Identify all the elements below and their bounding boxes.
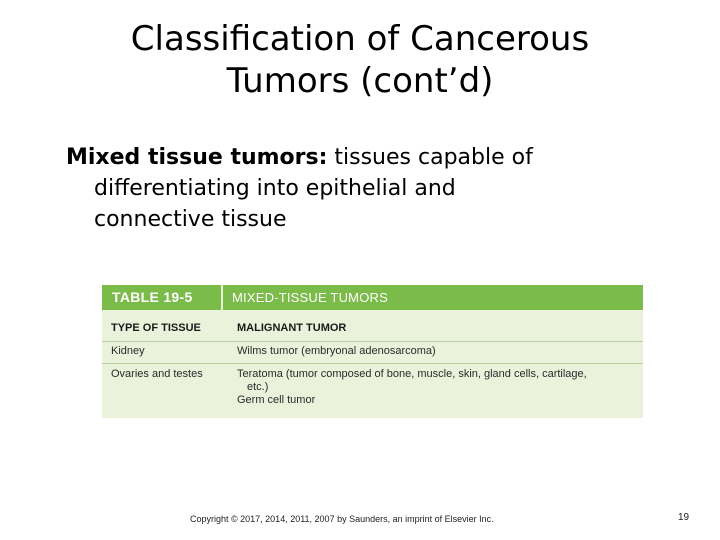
table-column-headers: [102, 318, 643, 338]
column-header-malignant-tumor: MALIGNANT TUMOR: [237, 322, 347, 334]
table-header: [102, 285, 643, 310]
table-title: MIXED-TISSUE TUMORS: [232, 290, 388, 305]
bullet-line-2: differentiating into epithelial and: [94, 176, 456, 201]
cell-tumor-line: Wilms tumor (embryonal adenosarcoma): [237, 345, 436, 357]
table-header-divider: [221, 285, 223, 310]
slide-title-line-1: Classification of Cancerous: [130, 19, 590, 59]
cell-tumor: [237, 368, 637, 407]
bullet-point: [66, 142, 666, 235]
slide-title: [60, 18, 660, 102]
bullet-term: Mixed tissue tumors:: [66, 145, 328, 170]
slide-title-line-2: Tumors (cont’d): [226, 61, 494, 101]
page-number: 19: [678, 512, 690, 523]
cell-tumor-line: Germ cell tumor: [237, 394, 316, 406]
cell-tissue: Ovaries and testes: [111, 368, 203, 380]
bullet-line-1: [66, 142, 666, 173]
table-row: [102, 345, 643, 361]
table-divider: [102, 341, 643, 342]
bullet-line-3: connective tissue: [94, 207, 287, 232]
column-header-type-of-tissue: TYPE OF TISSUE: [111, 322, 201, 334]
mixed-tissue-tumors-table: [102, 285, 643, 418]
bullet-text-1: tissues capable of: [327, 145, 533, 170]
cell-tumor-line: Teratoma (tumor composed of bone, muscle, skin, gland cells, cartilage,: [237, 368, 587, 380]
cell-tumor-line: etc.): [247, 381, 269, 393]
cell-tumor: [237, 345, 637, 358]
table-divider: [102, 363, 643, 364]
table-row: [102, 368, 643, 413]
cell-tissue: Kidney: [111, 345, 145, 357]
table-number: TABLE 19-5: [112, 289, 193, 305]
copyright-footer: Copyright © 2017, 2014, 2011, 2007 by Saunders, an imprint of Elsevier Inc.: [190, 514, 494, 524]
